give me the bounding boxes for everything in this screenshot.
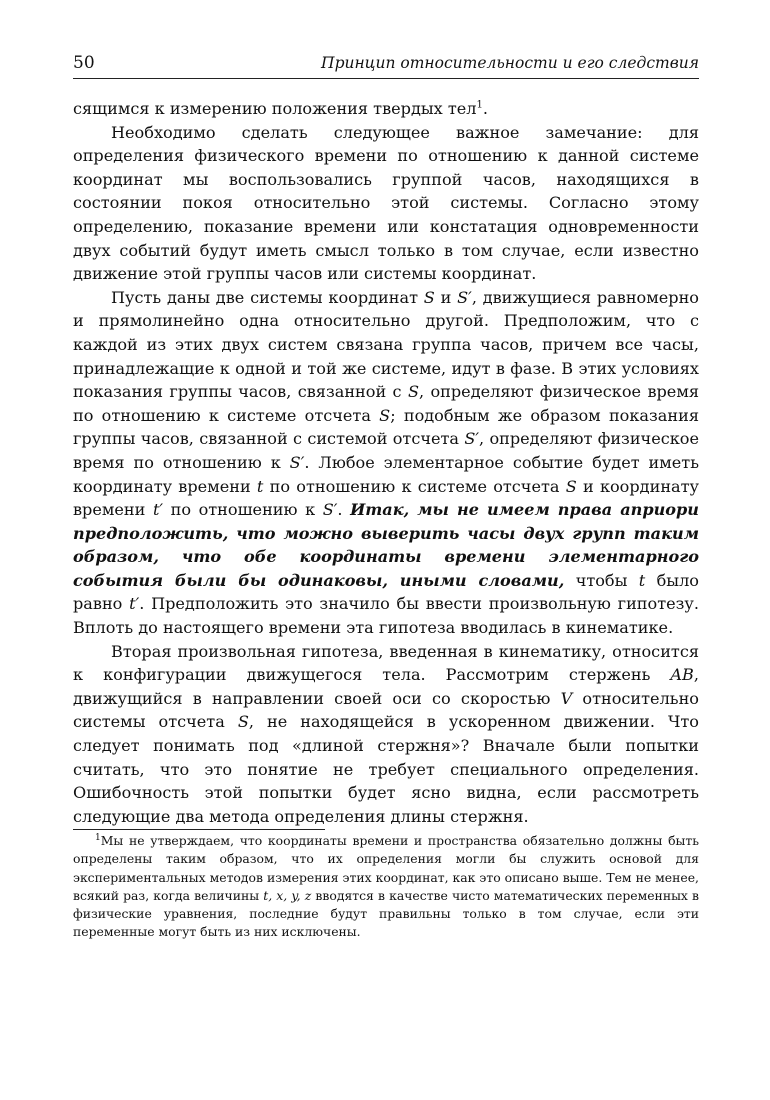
p3-text: , движущиеся равномерно и прямолинейно одна относительно другой. Предположим, что с каждой из этих двух систем связана группа часов, причем все часы, принадлежащие к одной и той же системе, идут в фазе. В этих условиях показания группы часов, связанной с [73,287,699,402]
paragraph-1-text: сящимся к измерению положения твердых тел [73,99,477,118]
math-symbol: S [423,287,435,307]
math-symbol: S′ [464,429,480,449]
p3-text: и координату времени [73,476,700,520]
footnote-part: Мы не утверждаем, что координаты времени и пространства обязательно должны быть определены таким образом, что их определения могли бы служить основой для экспериментальных методов измерения этих координат, как это описано выше. Тем не менее, всякий раз, когда величины [73,833,699,903]
math-symbol: S [565,476,577,496]
math-symbol: t [256,476,264,496]
p4-text: относительно системы отсчета [73,688,699,732]
p4-text: , движущийся в направлении своей оси со скоростью [73,665,699,708]
p3-text: ; подобным же образом показания группы часов, связанной с системой отсчета [73,405,699,449]
math-symbol: V [560,688,573,708]
page-number: 50 [73,53,95,73]
footnote-text [73,832,699,942]
p3-text: было равно [73,570,699,614]
p4-text: Вторая произвольная гипотеза, введенная в кинематику, относится к конфигурации движущегося тела. Рассмотрим стержень [73,641,699,685]
p3-text: и [434,287,458,307]
p3-text: чтобы [564,570,639,590]
p3-text: . Любое элементарное событие будет иметь координату времени [73,452,699,496]
math-symbol: t, x, y, z [263,887,312,903]
math-symbol: S [237,712,249,732]
footnote-ref[interactable]: 1 [476,99,483,111]
p3-text: Пусть даны две системы координат [111,287,424,307]
emphasized-text: Итак, мы не имеем права априори предположить, что можно выверить часы двух групп таким образом, что обе координаты времени элементарного события были бы одинаковы, иными словами, [73,500,699,590]
footnote-mark: 1 [95,832,101,843]
running-title: Принцип относительности и его следствия [321,54,699,72]
paragraph-1 [73,97,699,121]
p3-text: по отношению к [163,500,323,520]
p3-text: . Предположить это значило бы ввести произвольную гипотезу. Вплоть до настоящего времени эта гипотеза вводилась в кинематике. [73,594,699,638]
paragraph-3 [73,286,699,640]
paragraph-1-end: . [482,99,489,118]
paragraph-2: Необходимо сделать следующее важное замечание: для определения физического времени по отношению к данной системе координат мы воспользовались группой часов, находящихся в состоянии покоя относительно этой системы. Согласно этому определению, показание времени или констатация одновременности двух событий будут иметь смысл только в том случае, если известно движение этой группы часов или системы координат. [73,122,699,284]
math-symbol: S [407,382,419,402]
footnote-part: вводятся в качестве чисто математических переменных в физические уравнения, последние будут правильны только в том случае, если эти переменные могут быть из них исключены. [73,887,700,940]
math-symbol: t′ [129,594,140,614]
body-text [73,97,699,828]
p3-text: , определяют физическое время по отношению к [73,429,700,472]
math-symbol: S [379,405,391,425]
footnote [73,832,699,942]
math-symbol: AB [670,665,694,685]
p3-text: по отношению к системе отсчета [263,476,566,496]
math-symbol: S′ [289,452,305,472]
math-symbol: t [638,570,646,590]
math-symbol: S′ [457,287,472,307]
p3-text: , определяют физическое время по отношению к системе отсчета [73,382,699,425]
p3-text: . [337,500,351,520]
math-symbol: t′ [152,500,164,520]
p4-text: , не находящейся в ускоренном движении. Что следует понимать под «длиной стержня»? Вначале были попытки считать, что это понятие не требует специального определения. Ошибочность этой попытки будет ясно видна, если рассмотреть следующие два метода определения длины стержня. [73,712,699,826]
footnote-divider [73,829,325,830]
page-header [73,50,699,79]
math-symbol: S′ [322,500,338,520]
paragraph-4 [73,640,699,829]
